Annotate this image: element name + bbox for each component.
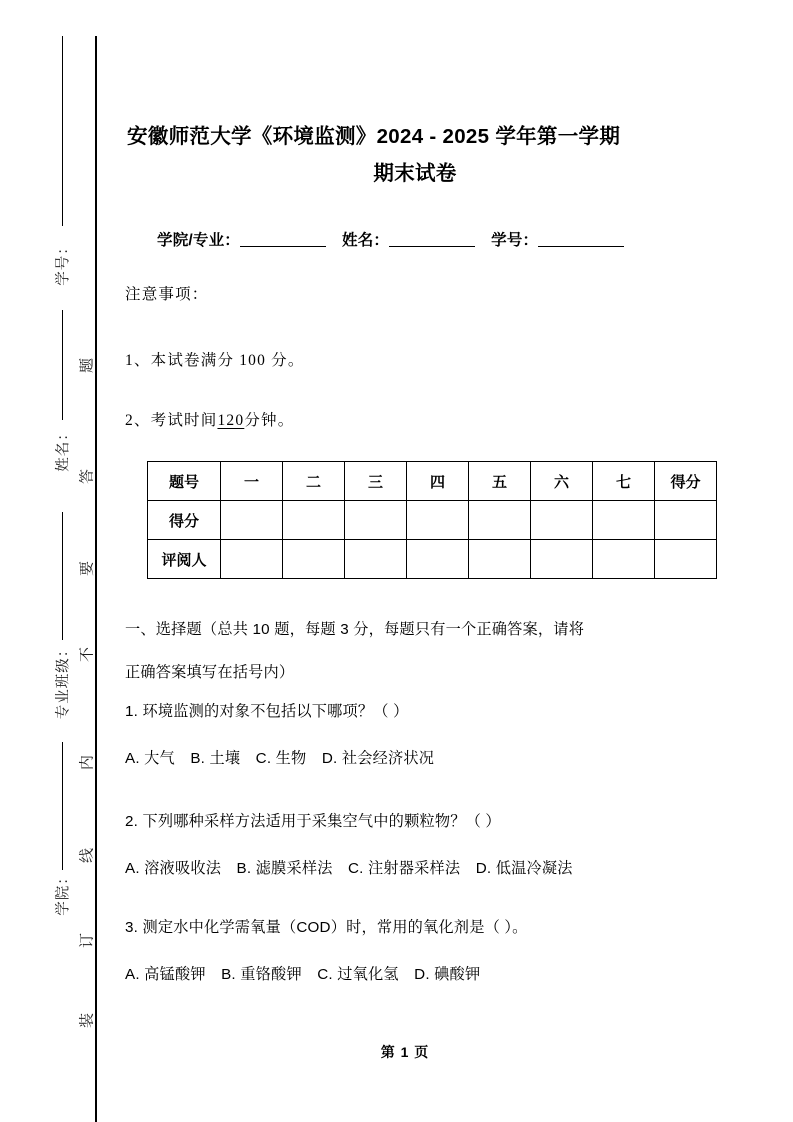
identity-row: [157, 228, 624, 250]
page-footer: 第 1 页: [380, 1044, 430, 1060]
section-heading-line-2: 正确答案填写在括号内）: [125, 664, 295, 681]
binding-char-4: 内: [79, 755, 96, 771]
question-2: [125, 810, 705, 878]
page-title-line-2: 期末试卷: [373, 162, 457, 185]
question-3-options: A. 高锰酸钾 B. 重铬酸钾 C. 过氧化氢 D. 碘酸钾: [125, 966, 481, 983]
exam-duration-value: 120: [217, 412, 245, 429]
student-id-label: 学号：: [491, 232, 539, 249]
score-row-0-cell-0[interactable]: [221, 501, 283, 540]
score-row-1-label: 评阅人: [148, 540, 221, 579]
binding-label-name: 姓名：: [55, 425, 72, 472]
college-major-label: 学院/专业：: [157, 232, 241, 249]
score-row-0-cell-6[interactable]: [593, 501, 655, 540]
binding-char-7: 装: [79, 1013, 96, 1029]
binding-segment-2: [62, 310, 63, 420]
page-title-line-1: 安徽师范大学《环境监测》2024 - 2025 学年第一学期: [127, 125, 621, 148]
score-row-0-label: 得分: [148, 501, 221, 540]
score-row-0-cell-3[interactable]: [407, 501, 469, 540]
table-row-header: [148, 462, 717, 501]
question-3-stem: 3. 测定水中化学需氧量（COD）时，常用的氧化剂是（ ）。: [125, 919, 528, 936]
page-title: [125, 118, 705, 192]
binding-char-0: 题: [79, 358, 96, 374]
question-1-options: A. 大气 B. 土壤 C. 生物 D. 社会经济状况: [125, 750, 435, 767]
table-row: [148, 540, 717, 579]
score-row-1-cell-7[interactable]: [655, 540, 717, 579]
score-row-1-cell-2[interactable]: [345, 540, 407, 579]
student-id-blank[interactable]: [538, 232, 624, 247]
score-header-4: 四: [407, 462, 469, 501]
score-header-3: 三: [345, 462, 407, 501]
score-header-6: 六: [531, 462, 593, 501]
table-row: [148, 501, 717, 540]
score-table: [147, 461, 717, 579]
score-header-5: 五: [469, 462, 531, 501]
score-header-2: 二: [283, 462, 345, 501]
question-2-options: A. 溶液吸收法 B. 滤膜采样法 C. 注射器采样法 D. 低温冷凝法: [125, 860, 573, 877]
binding-label-college: 学院：: [55, 869, 72, 916]
score-row-1-cell-0[interactable]: [221, 540, 283, 579]
score-header-0: 题号: [148, 462, 221, 501]
score-header-8: 得分: [655, 462, 717, 501]
section-heading-choice: [125, 608, 703, 694]
binding-segment-4: [62, 742, 63, 870]
score-row-1-cell-6[interactable]: [593, 540, 655, 579]
score-header-1: 一: [221, 462, 283, 501]
notes-item-2: [125, 408, 294, 430]
college-major-blank[interactable]: [240, 232, 326, 247]
binding-char-2: 要: [79, 561, 96, 577]
notes-item-2-suffix: 分钟。: [244, 412, 295, 429]
score-row-0-cell-7[interactable]: [655, 501, 717, 540]
section-heading-line-1: 一、选择题（总共 10 题，每题 3 分，每题只有一个正确答案，请将: [125, 621, 585, 638]
score-row-0-cell-1[interactable]: [283, 501, 345, 540]
binding-segment-3: [62, 512, 63, 640]
notes-heading: 注意事项：: [125, 286, 209, 303]
name-label: 姓名：: [342, 232, 390, 249]
score-row-1-cell-4[interactable]: [469, 540, 531, 579]
score-row-1-cell-1[interactable]: [283, 540, 345, 579]
score-row-1-cell-3[interactable]: [407, 540, 469, 579]
score-row-0-cell-2[interactable]: [345, 501, 407, 540]
binding-char-6: 订: [79, 933, 96, 949]
binding-char-5: 线: [79, 848, 96, 864]
question-2-stem: 2. 下列哪种采样方法适用于采集空气中的颗粒物？（ ）: [125, 813, 501, 830]
binding-label-student-id: 学号：: [55, 239, 72, 286]
binding-margin: [0, 0, 100, 1122]
score-row-0-cell-5[interactable]: [531, 501, 593, 540]
question-3: [125, 916, 705, 984]
binding-segment-1: [62, 36, 63, 226]
page-body: [125, 0, 725, 1122]
question-1: [125, 700, 705, 768]
binding-label-class: 专业班级：: [55, 641, 72, 720]
name-blank[interactable]: [389, 232, 475, 247]
score-row-0-cell-4[interactable]: [469, 501, 531, 540]
question-1-stem: 1. 环境监测的对象不包括以下哪项？（ ）: [125, 703, 409, 720]
notes-item-2-prefix: 2、考试时间: [125, 412, 218, 429]
binding-char-3: 不: [79, 647, 96, 663]
notes-item-1: 1、本试卷满分 100 分。: [125, 352, 305, 369]
score-row-1-cell-5[interactable]: [531, 540, 593, 579]
score-header-7: 七: [593, 462, 655, 501]
binding-char-1: 答: [79, 469, 96, 485]
